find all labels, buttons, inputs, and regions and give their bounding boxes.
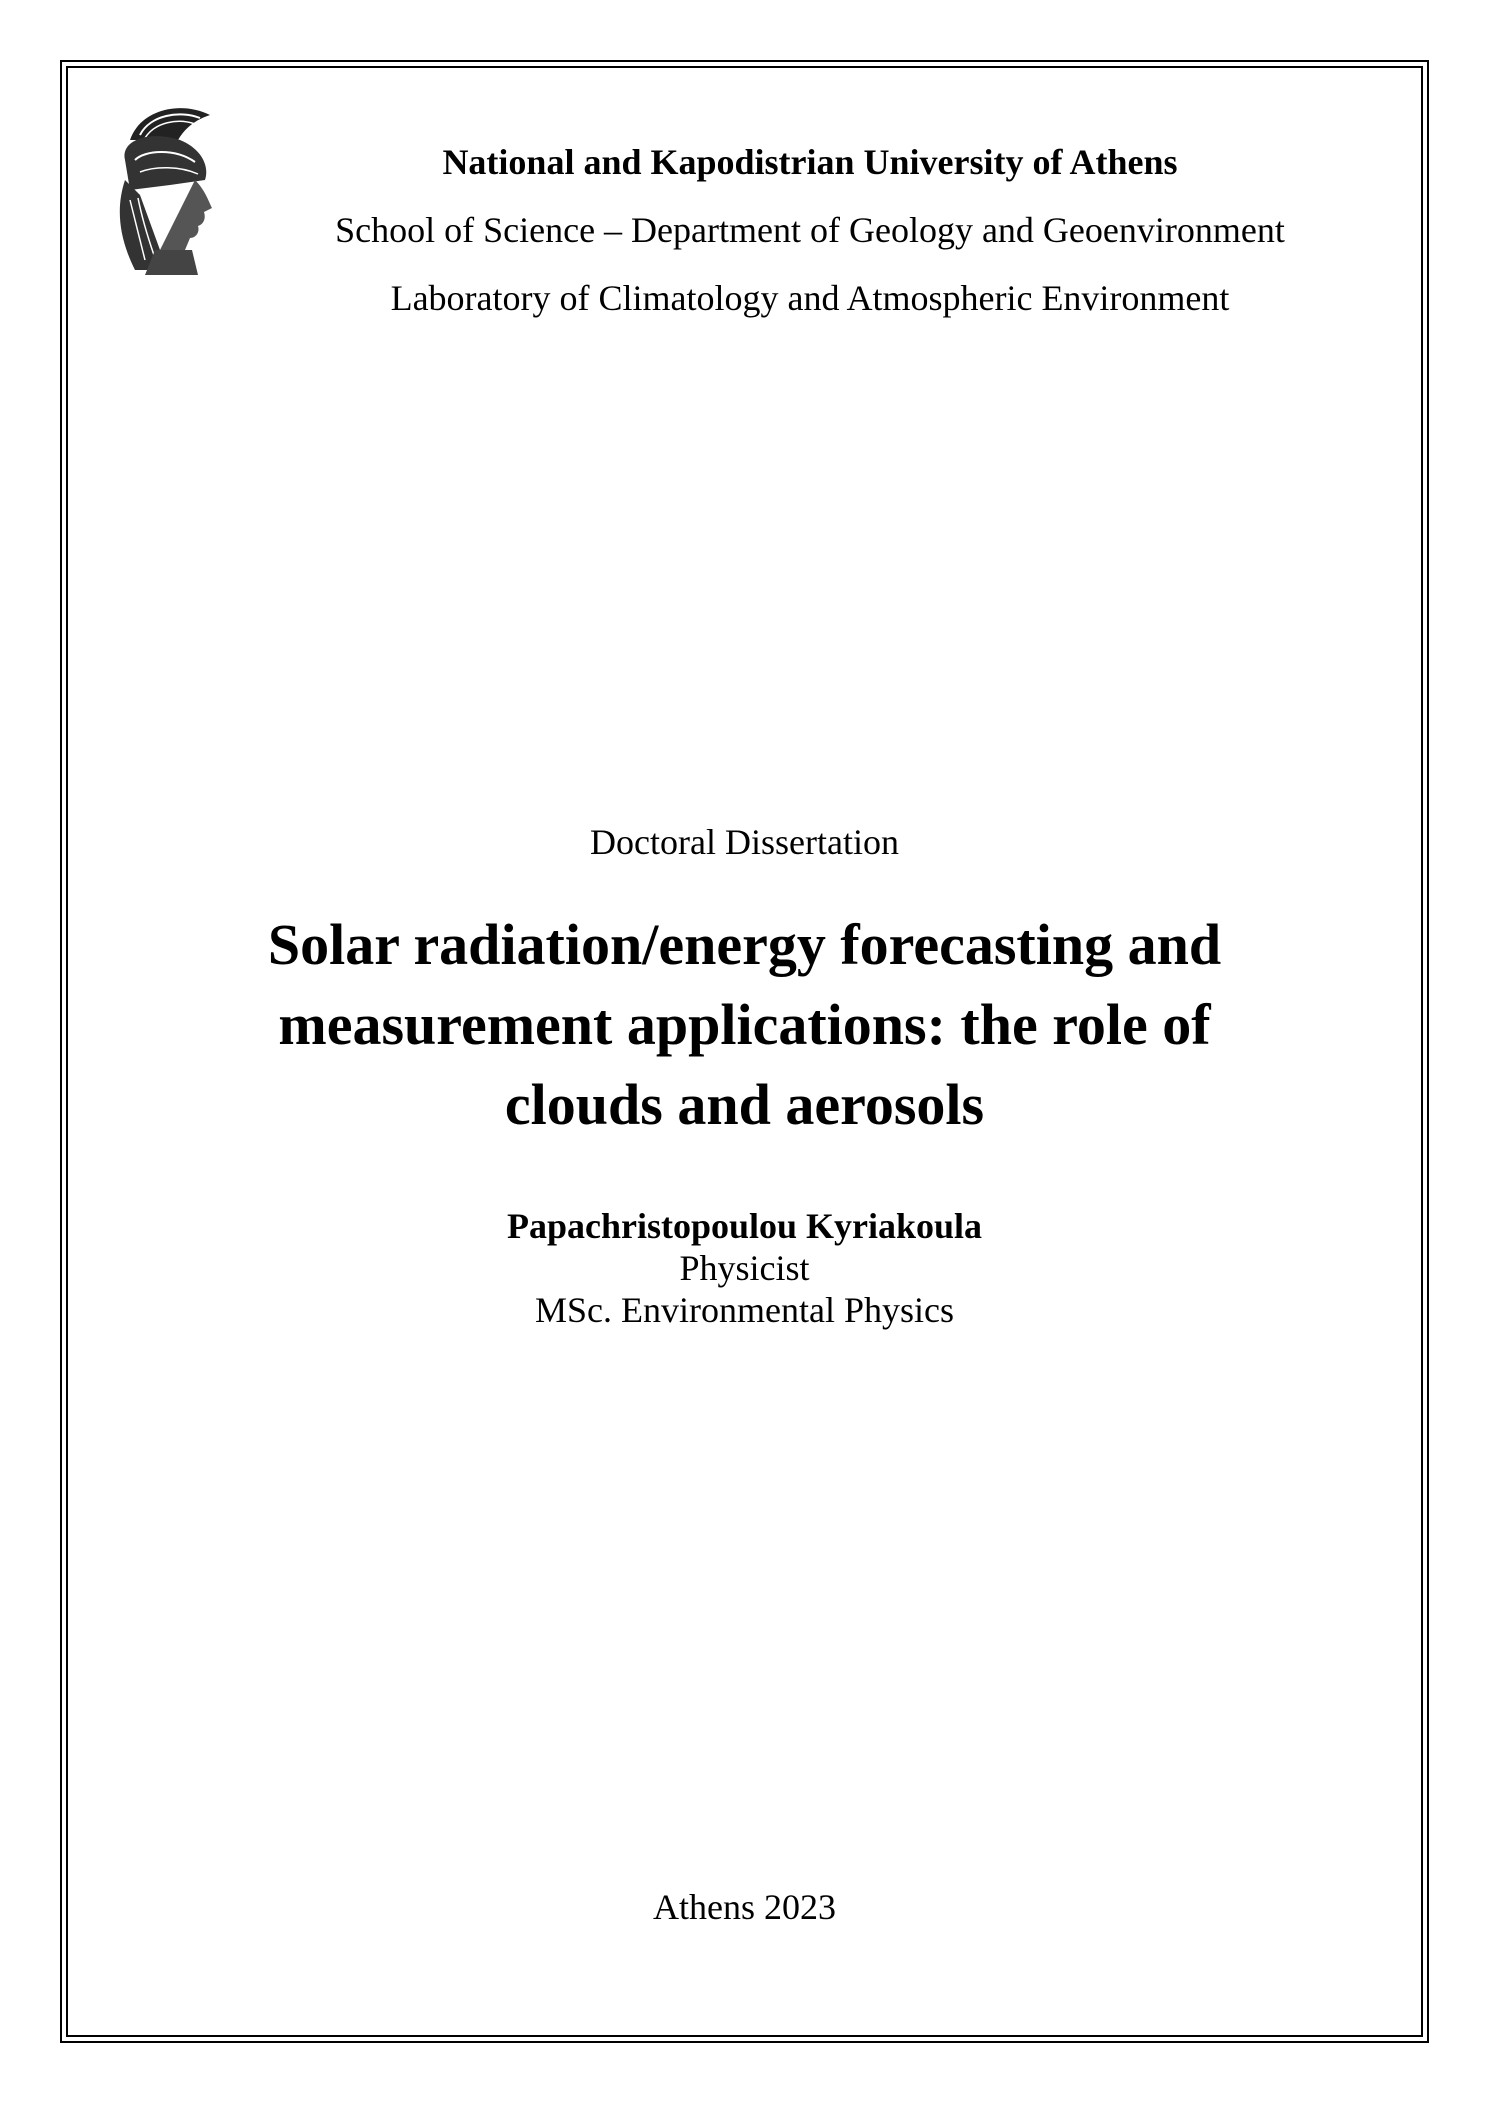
title-line-2: measurement applications: the role of (278, 992, 1211, 1057)
document-type: Doctoral Dissertation (590, 822, 899, 862)
athena-helmet-logo-icon (100, 100, 230, 280)
place-year: Athens 2023 (653, 1887, 836, 1927)
author-block (0, 1205, 1489, 1331)
title-line-1: Solar radiation/energy forecasting and (267, 912, 1222, 977)
dissertation-title (200, 905, 1289, 1145)
author-degree: MSc. Environmental Physics (535, 1290, 954, 1330)
laboratory-name: Laboratory of Climatology and Atmospheric Environment (390, 278, 1230, 318)
title-line-3: clouds and aerosols (504, 1072, 985, 1137)
institution-header (260, 140, 1360, 344)
university-name: National and Kapodistrian University of Athens (442, 142, 1178, 182)
school-name: School of Science – Department of Geology and Geoenvironment (335, 210, 1285, 250)
author-name: Papachristopoulou Kyriakoula (506, 1206, 983, 1246)
author-title: Physicist (679, 1248, 810, 1288)
